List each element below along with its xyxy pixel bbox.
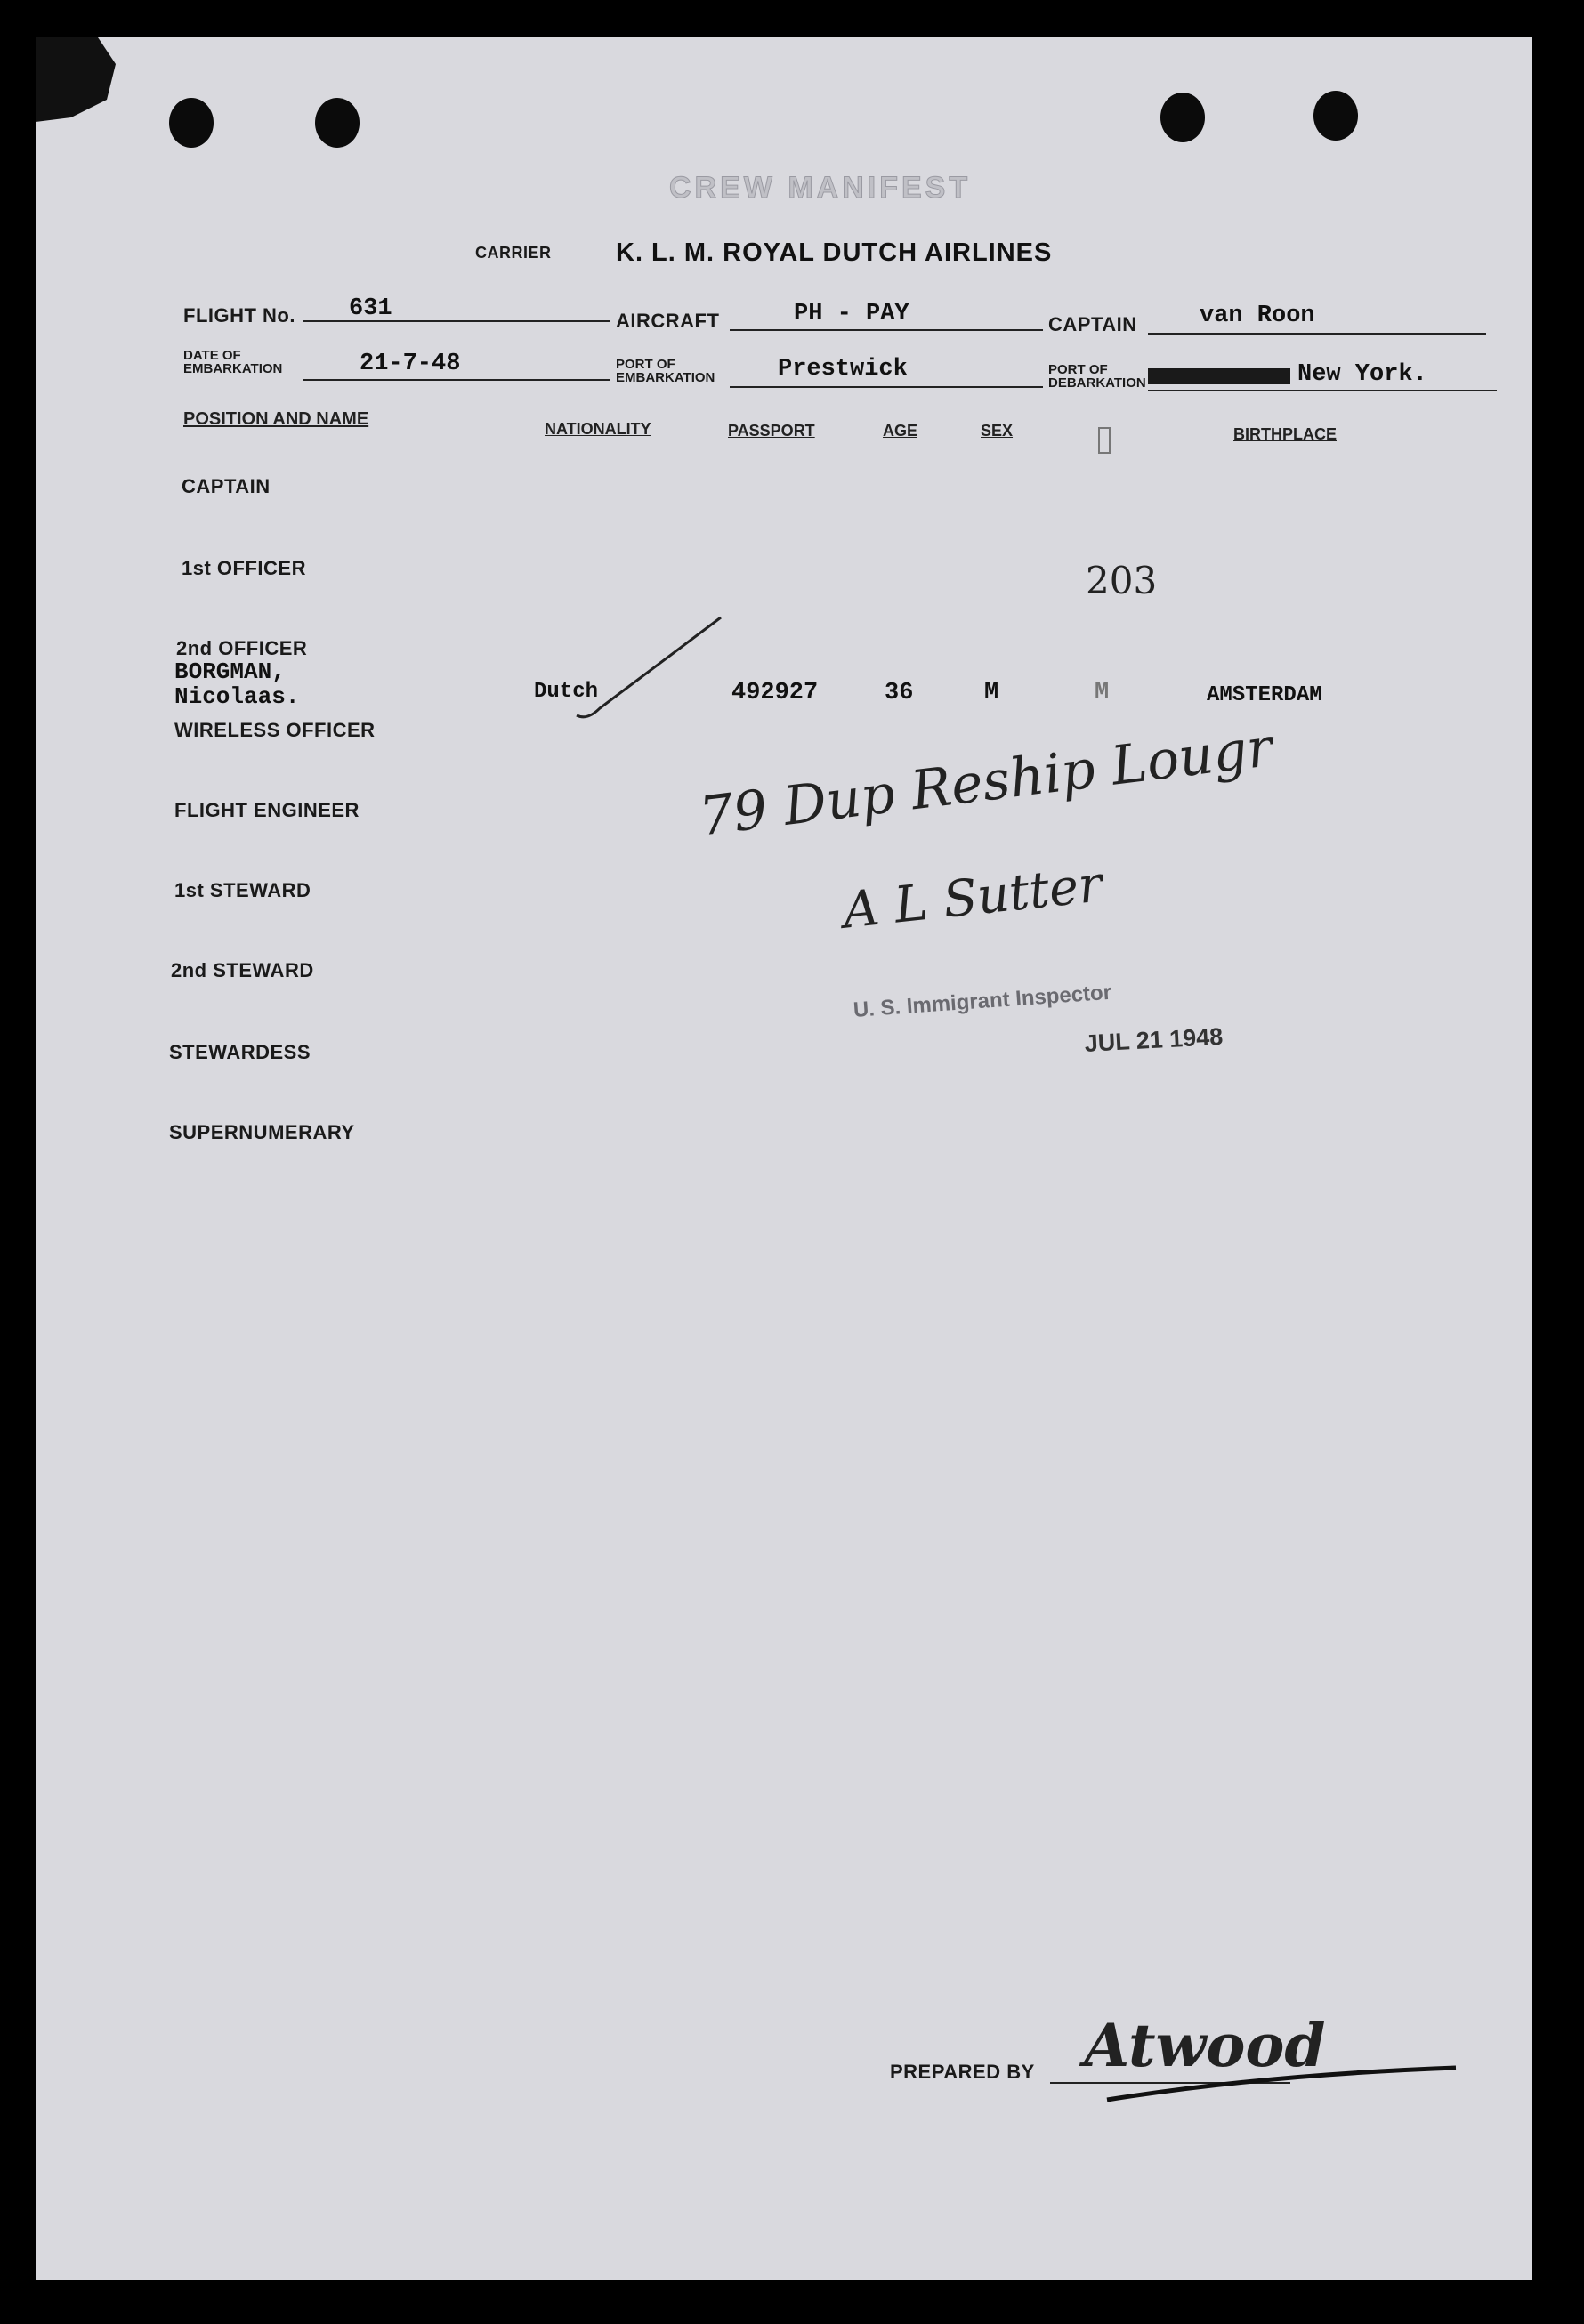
col-sex: SEX xyxy=(981,422,1014,440)
carrier-value: K. L. M. ROYAL DUTCH AIRLINES xyxy=(616,238,1053,267)
position-second-steward: 2nd STEWARD xyxy=(171,959,314,981)
position-stewardess: STEWARDESS xyxy=(169,1041,311,1063)
flight-no-label: FLIGHT No. xyxy=(183,304,295,327)
prepared-by-signature: Atwood xyxy=(1084,2011,1326,2080)
aircraft-line xyxy=(730,329,1043,331)
col-birthplace: BIRTHPLACE xyxy=(1233,425,1337,443)
port-debarkation-strikeout xyxy=(1148,368,1290,384)
punch-hole xyxy=(169,98,214,148)
crew-surname: BORGMAN, xyxy=(174,658,286,685)
port-embarkation-label: PORT OF EMBARKATION xyxy=(616,357,715,385)
flight-no-value: 631 xyxy=(349,295,392,322)
signature-stroke xyxy=(1103,2048,1459,2110)
crew-passport: 492927 xyxy=(731,680,819,706)
position-wireless-officer: WIRELESS OFFICER xyxy=(174,719,376,741)
captain-value: van Roon xyxy=(1200,303,1315,329)
flight-no-line xyxy=(303,320,610,322)
punch-hole xyxy=(1160,93,1205,142)
col-marital-mark xyxy=(1098,427,1111,454)
check-mark xyxy=(570,616,730,731)
port-debarkation-value: New York. xyxy=(1297,361,1427,388)
crew-given-name: Nicolaas. xyxy=(174,683,300,710)
captain-line xyxy=(1148,333,1486,335)
handwritten-note-line2: A L Sutter xyxy=(840,855,1105,940)
carrier-label: CARRIER xyxy=(475,244,552,262)
crew-nationality: Dutch xyxy=(534,680,599,704)
aircraft-value: PH - PAY xyxy=(794,301,909,327)
col-position-and-name: POSITION AND NAME xyxy=(183,409,369,429)
manifest-paper xyxy=(36,37,1532,2280)
crew-sex: M xyxy=(984,680,999,706)
date-embarkation-value: 21-7-48 xyxy=(360,351,461,377)
position-supernumerary: SUPERNUMERARY xyxy=(169,1121,355,1143)
port-debarkation-label: PORT OF DEBARKATION xyxy=(1048,362,1146,391)
position-second-officer: 2nd OFFICER xyxy=(176,637,308,659)
crew-marital: M xyxy=(1095,680,1110,706)
punch-hole xyxy=(1313,91,1358,141)
document-title: CREW MANIFEST xyxy=(669,171,972,205)
inspector-stamp-date: JUL 21 1948 xyxy=(1084,1022,1224,1057)
port-debarkation-line xyxy=(1148,390,1497,391)
captain-label: CAPTAIN xyxy=(1048,313,1137,335)
prepared-by-label: PREPARED BY xyxy=(890,2061,1035,2083)
punch-hole xyxy=(315,98,360,148)
annotation-number: 203 xyxy=(1086,559,1158,602)
position-first-steward: 1st STEWARD xyxy=(174,879,311,901)
col-passport: PASSPORT xyxy=(728,422,815,440)
col-age: AGE xyxy=(883,422,918,440)
date-embarkation-label: DATE OF EMBARKATION xyxy=(183,348,283,376)
col-nationality: NATIONALITY xyxy=(545,420,651,438)
port-embarkation-value: Prestwick xyxy=(778,356,908,383)
date-embarkation-line xyxy=(303,379,610,381)
port-embarkation-line xyxy=(730,386,1043,388)
position-first-officer: 1st OFFICER xyxy=(182,557,306,579)
crew-age: 36 xyxy=(885,680,914,706)
handwritten-note-line1: 79 Dup Reship Lougr xyxy=(696,716,1276,849)
crew-birthplace: AMSTERDAM xyxy=(1207,683,1322,707)
position-captain: CAPTAIN xyxy=(182,475,271,497)
aircraft-label: AIRCRAFT xyxy=(616,310,720,332)
torn-corner xyxy=(36,37,142,135)
inspector-stamp-label: U. S. Immigrant Inspector xyxy=(853,980,1112,1022)
position-flight-engineer: FLIGHT ENGINEER xyxy=(174,799,360,821)
